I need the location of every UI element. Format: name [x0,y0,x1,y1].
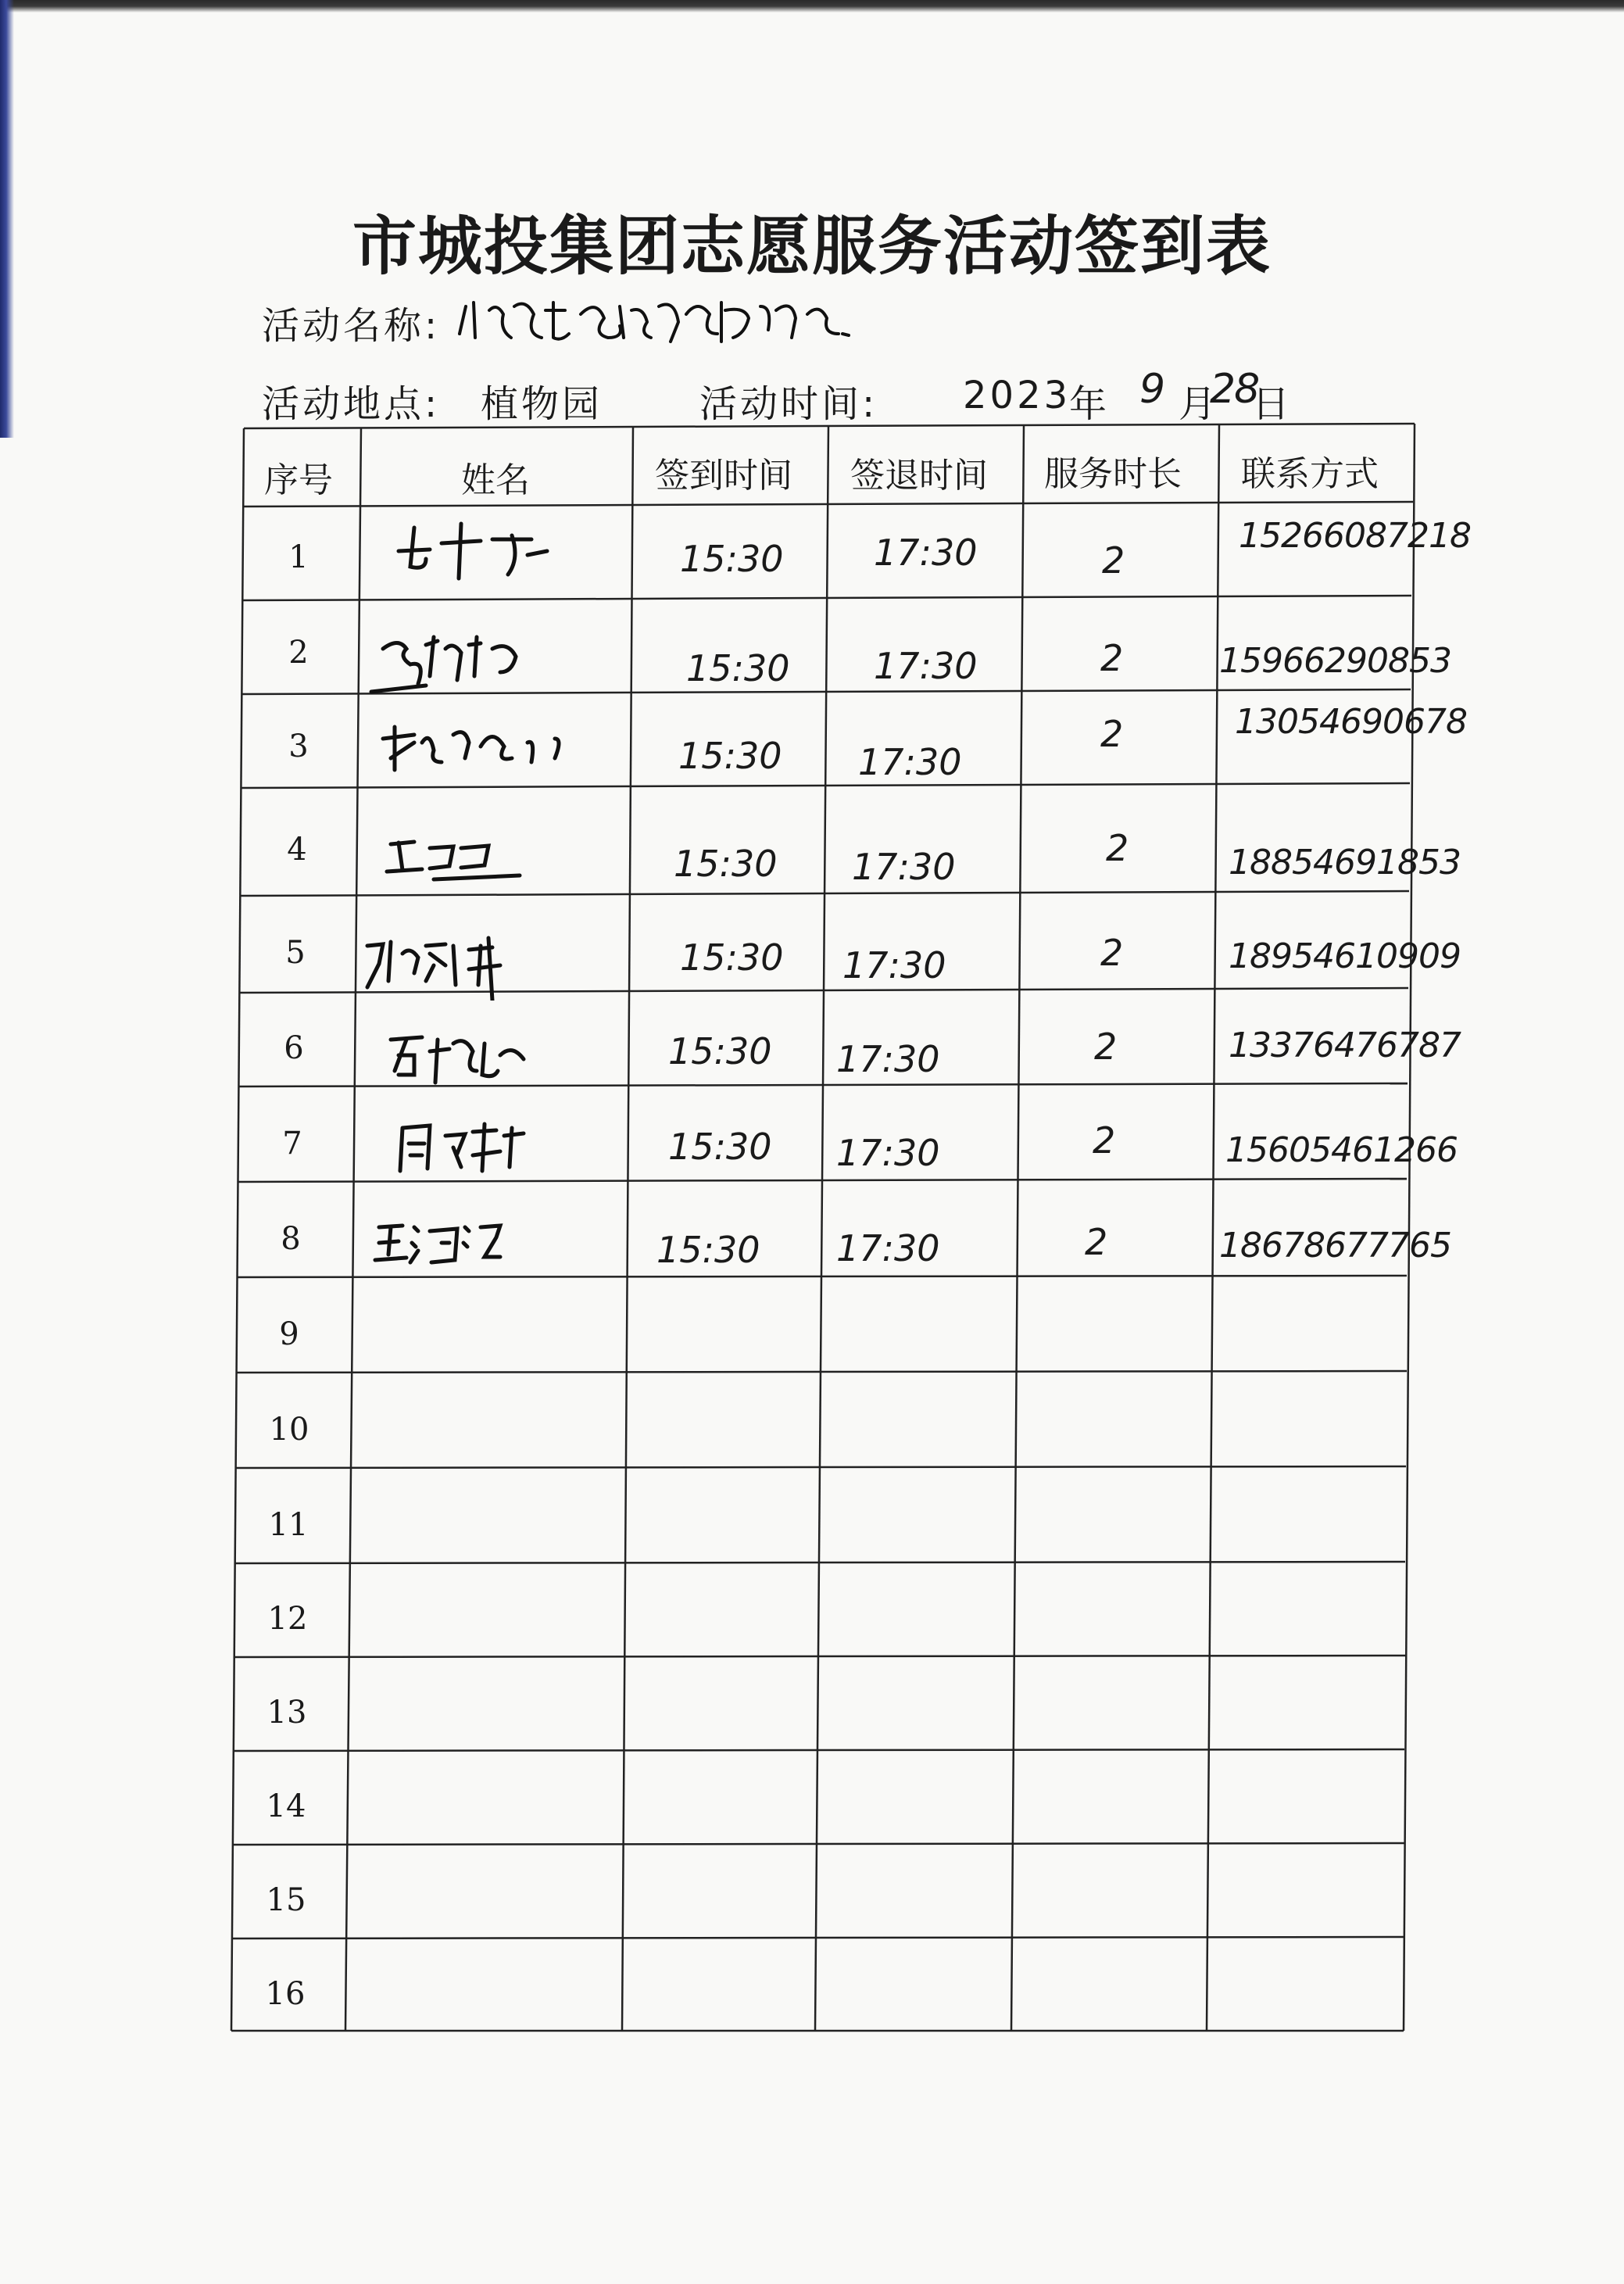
checkout-time: 17:30 [836,1227,940,1269]
date-day-unit: 日 [1252,382,1293,426]
contact-phone: 18954610909 [1229,936,1461,976]
location-label: 活动地点: [262,382,441,426]
location-value: 植物园 [481,382,603,426]
signature-row-7 [387,1108,543,1187]
row-number: 6 [284,1030,304,1066]
date-month-unit: 月 [1179,382,1220,426]
row-number: 13 [266,1695,307,1731]
checkin-time: 15:30 [678,735,782,777]
service-hours: 2 [1100,713,1124,755]
date-year: 2023 [963,374,1071,417]
contact-phone: 13376476787 [1229,1026,1461,1065]
checkout-time: 17:30 [842,944,946,986]
service-hours: 2 [1106,827,1129,869]
signature-row-3 [375,703,625,782]
row-number: 1 [288,539,309,575]
row-number: 4 [287,832,307,868]
checkout-time: 17:30 [836,1132,940,1174]
header-name: 姓名 [461,460,530,500]
header-contact: 联系方式 [1241,454,1379,494]
row-number: 10 [269,1412,309,1448]
service-hours: 2 [1094,1026,1118,1068]
signature-row-1 [383,508,586,594]
date-month: 9 [1139,366,1169,413]
checkout-time: 17:30 [852,846,956,888]
row-number: 7 [282,1126,302,1162]
header-service-hours: 服务时长 [1044,454,1182,494]
checkin-time: 15:30 [686,647,790,689]
checkin-time: 15:30 [674,843,778,885]
row-number: 15 [266,1882,306,1918]
service-hours: 2 [1100,932,1124,974]
checkin-time: 15:30 [656,1229,760,1271]
header-number: 序号 [264,460,333,500]
row-number: 2 [288,635,309,671]
signature-row-6 [375,1016,555,1094]
service-hours: 2 [1100,637,1124,679]
contact-phone: 18678677765 [1219,1226,1451,1266]
row-number: 14 [266,1788,306,1824]
date-year-unit: 年 [1069,382,1111,426]
service-hours: 2 [1102,539,1125,582]
contact-phone: 15605461266 [1225,1130,1458,1170]
time-label: 活动时间: [699,382,878,426]
checkin-time: 15:30 [680,936,784,979]
row-number: 3 [288,729,309,764]
signature-row-8 [371,1204,528,1282]
checkout-time: 17:30 [874,532,978,574]
row-number: 8 [281,1221,301,1257]
service-hours: 2 [1093,1119,1116,1162]
signature-row-4 [375,821,555,891]
activity-name-label: 活动名称: [262,304,441,348]
checkout-time: 17:30 [836,1038,940,1080]
form-title: 市城投集团志愿服务活动签到表 [352,209,1272,284]
signature-row-2 [367,618,586,711]
header-checkin-time: 签到时间 [655,456,792,496]
service-hours: 2 [1085,1221,1108,1263]
contact-phone: 13054690678 [1235,702,1467,742]
row-number: 5 [285,935,306,971]
row-number: 9 [279,1316,299,1352]
date-day: 28 [1210,366,1259,413]
contact-phone: 15266087218 [1239,516,1471,556]
row-number: 11 [268,1507,309,1543]
signature-row-5 [359,922,578,1001]
checkout-time: 17:30 [858,741,962,783]
row-number: 16 [265,1976,306,2012]
contact-phone: 18854691853 [1229,843,1461,882]
row-number: 12 [267,1601,308,1637]
checkin-time: 15:30 [668,1126,772,1168]
checkout-time: 17:30 [874,645,978,687]
checkin-time: 15:30 [668,1030,772,1072]
checkin-time: 15:30 [680,538,784,580]
contact-phone: 15966290853 [1219,641,1451,681]
header-checkout-time: 签退时间 [850,456,988,496]
